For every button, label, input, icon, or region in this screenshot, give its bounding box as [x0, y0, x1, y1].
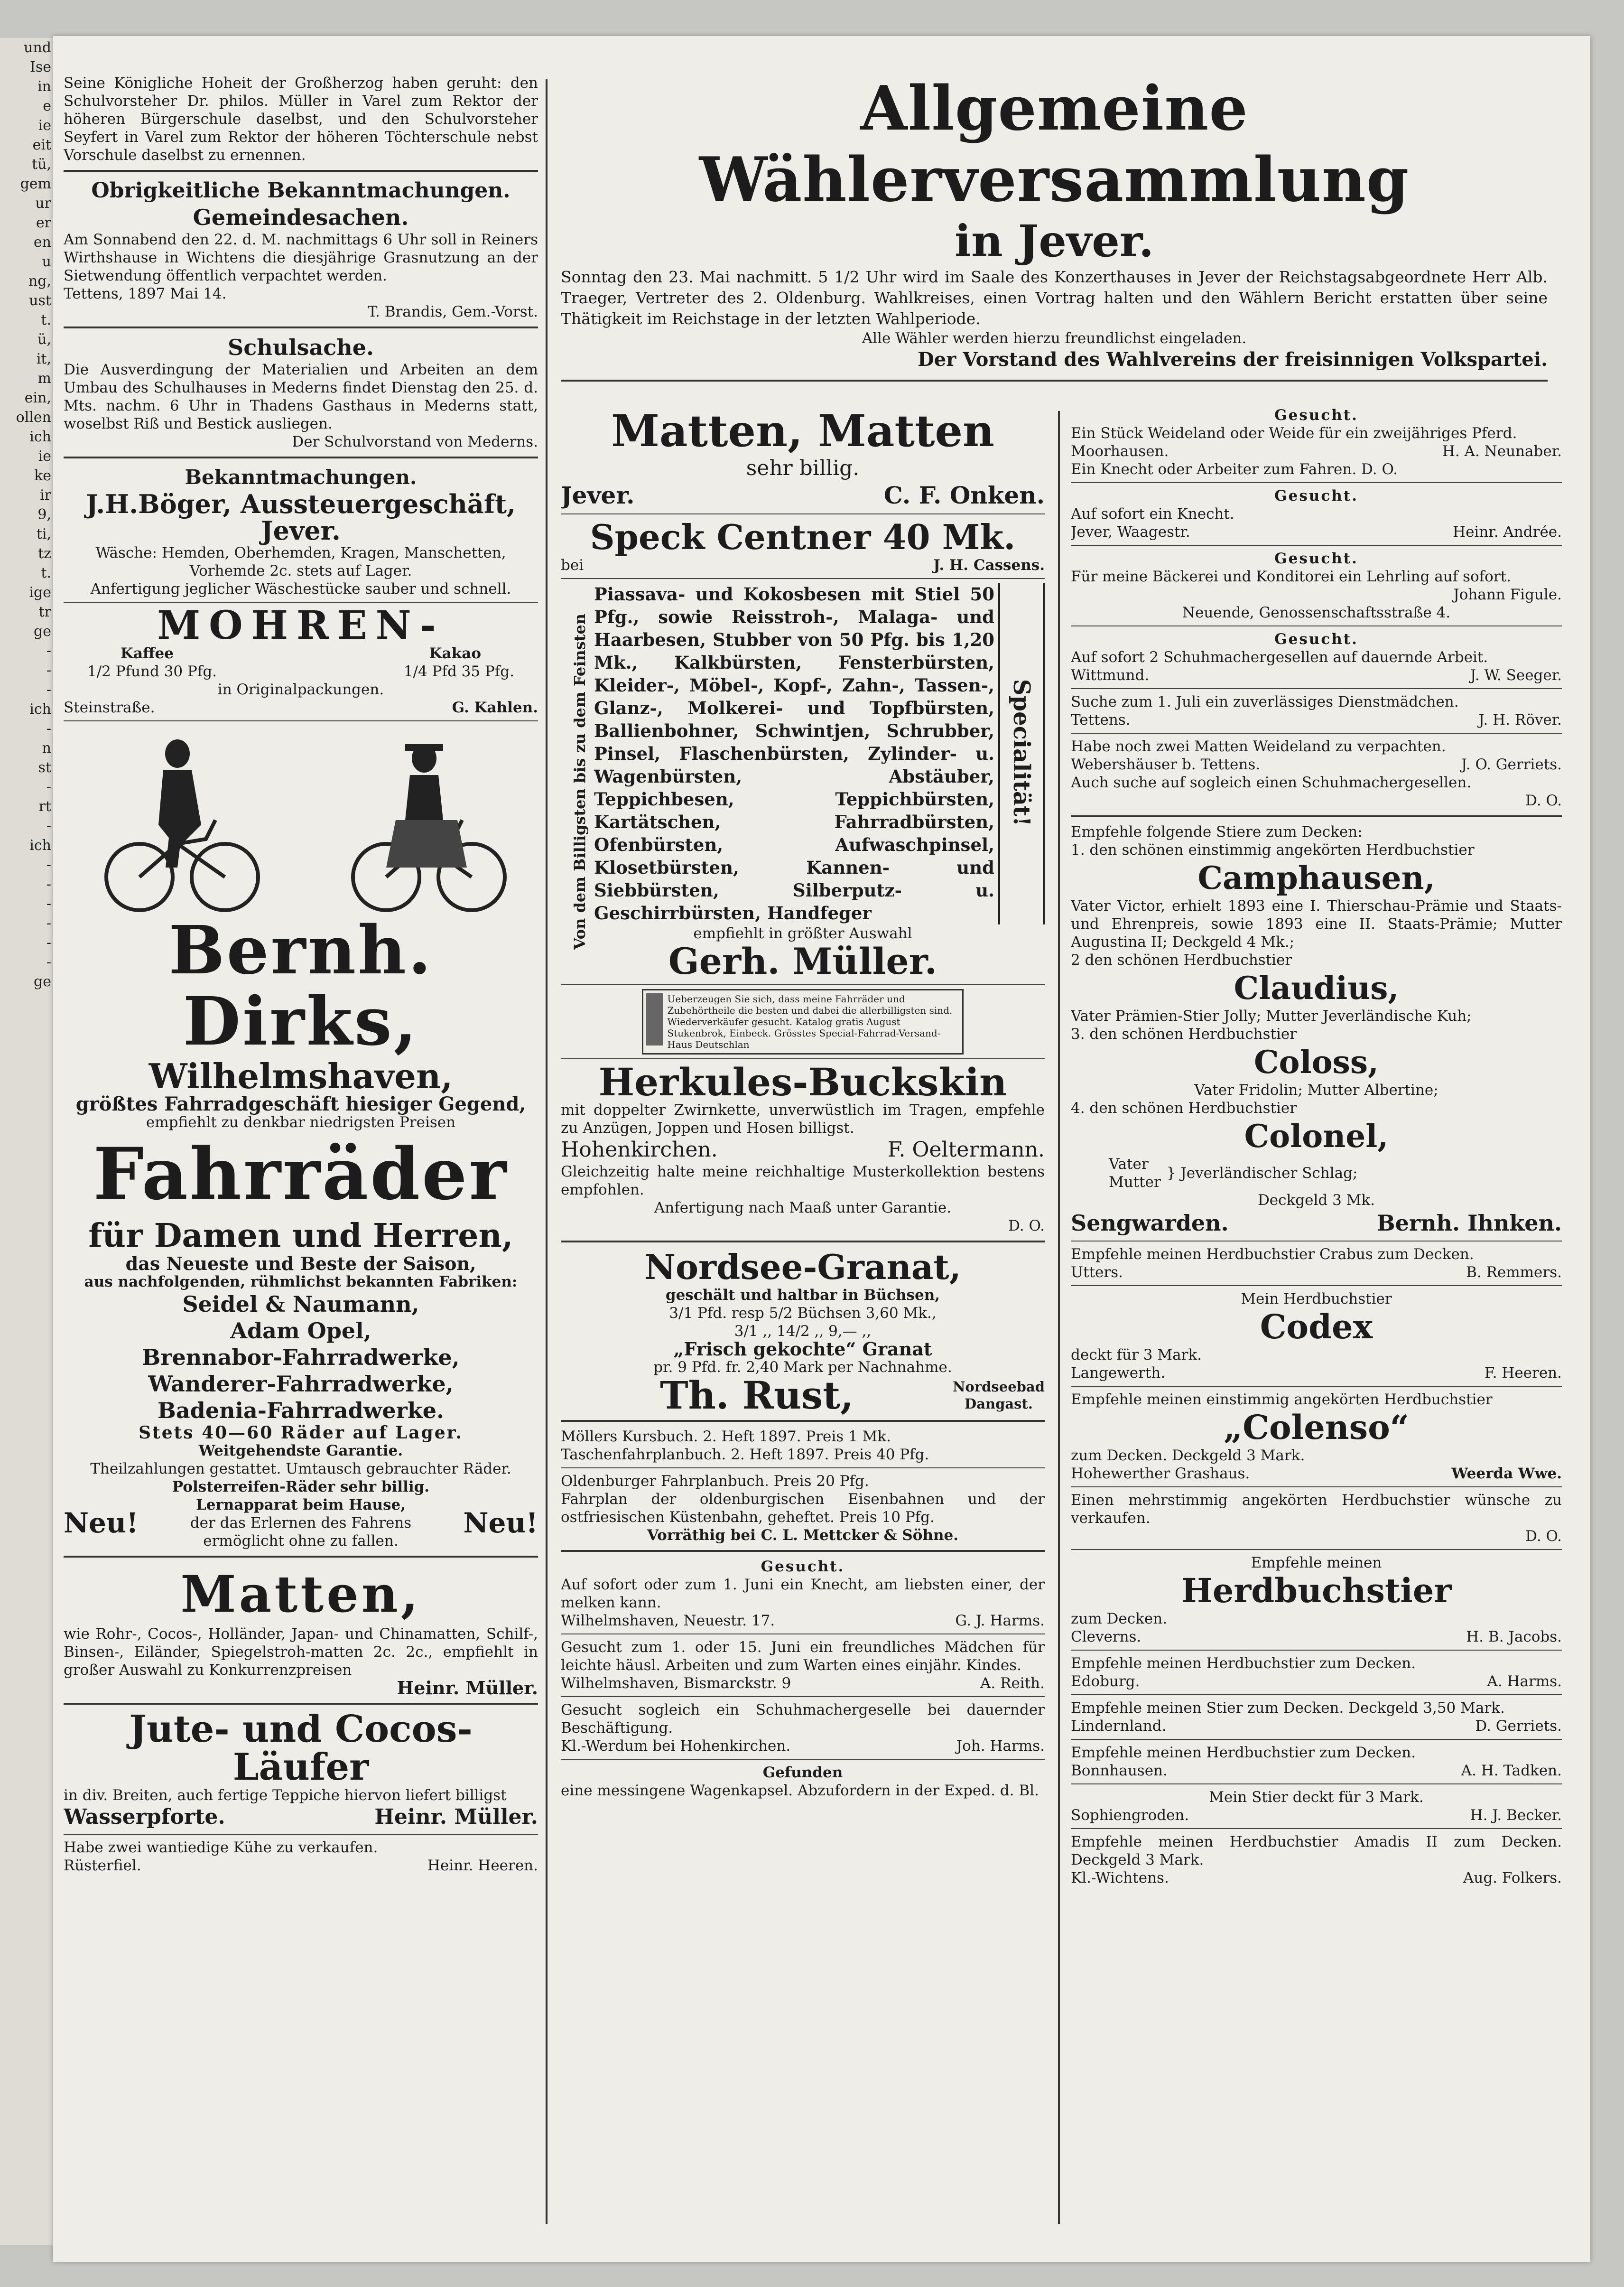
prev-page-line: -: [46, 896, 51, 912]
colenso-text: zum Decken. Deckgeld 3 Mark.: [1071, 1447, 1305, 1464]
kuehe-place: Rüsterfiel.: [64, 1857, 141, 1874]
prev-page-line: ti,: [36, 526, 51, 542]
prev-page-line: gem: [20, 176, 51, 192]
kakao-label: Kakao: [429, 645, 481, 662]
colonel-mutter: Mutter: [1109, 1174, 1161, 1191]
prev-page-line: ie: [38, 117, 51, 134]
c3-ad-3b: Neuende, Genossenschaftsstraße 4.: [1182, 604, 1451, 621]
colenso-place: Hohewerther Grashaus.: [1071, 1465, 1250, 1482]
prev-page-line: ie: [38, 448, 51, 465]
lernapparat-3: ermöglicht ohne zu fallen.: [203, 1532, 399, 1550]
prev-page-line: -: [46, 818, 51, 834]
column-1: [64, 74, 538, 1875]
brush-text: Piassava- und Kokosbesen mit Stiel 50 Pfg., sowie Reisstroh-, Malaga- und Haarbesen, Stubber von 50 Pfg. bis 1,20 Mk., Kalkbürsten, Fensterbürsten, Kleider-, Möbel-, Kopf-, Zahn-, Tassen-, Glanz-, Molkerei- und Topfbürsten, Ballienbohner, Schwintjen, Schrubber, Pinsel, Flaschenbürsten, Zylinder- u. Wagenbürsten, Abstäuber, Teppichbesen, Teppichbürsten, Kartätschen, Fahrradbürsten, Ofenbürsten, Aufwaschpinsel, Klosetbürsten, Kannen- und Siebbürsten, Silberputz- u. Geschirrbürsten, Handfeger: [594, 584, 994, 924]
newspaper-page: [53, 36, 1590, 2262]
matten-sign: Heinr. Müller.: [397, 1677, 538, 1699]
dirks-title: Bernh. Dirks,: [168, 912, 433, 1061]
prev-page-line: tr: [38, 604, 51, 620]
e3-text: Empfehle meinen Herdbuchstier zum Decken.: [1071, 1744, 1416, 1761]
prev-page-line: und: [24, 39, 51, 56]
boeger-title: J.H.Böger, Aussteuergeschäft, Jever.: [86, 489, 516, 546]
previous-page-edge: [0, 38, 58, 2245]
versammlung-title: Allgemeine Wählerversammlung: [699, 73, 1410, 215]
prev-page-line: t.: [41, 312, 51, 328]
c3-gesucht-3: Gesucht.: [1274, 550, 1358, 567]
onken-place: Jever.: [561, 481, 635, 509]
appointment-notice: Seine Königliche Hoheit der Großherzog haben geruht: den Schulvorsteher Dr. philos. Müller in Varel zum Rektor der höheren Bürgerschule daselbst, und den Schulvorsteher Seyfert in Varel zum Rektor der höheren Töchterschule nebst Vorschule daselbst zu ernennen.: [64, 75, 538, 164]
fahrraeder-damen: für Damen und Herren,: [88, 1217, 513, 1255]
prev-page-line: n: [42, 740, 51, 756]
announcements-heading: Bekanntmachungen.: [185, 466, 417, 489]
kaffee-label: Kaffee: [121, 645, 174, 662]
prev-page-line: ollen: [16, 409, 51, 426]
gerh-mueller: Gerh. Müller.: [668, 940, 937, 982]
e1-name: A. Harms.: [1487, 1673, 1562, 1690]
prev-page-line: ich: [29, 837, 51, 854]
prev-page-line: rt: [38, 798, 51, 815]
stier-3-intro: 3. den schönen Herdbuchstier: [1071, 1026, 1297, 1043]
prev-page-line: ige: [29, 584, 51, 601]
codex-title: Codex: [1260, 1307, 1373, 1346]
herkules-name: F. Oeltermann.: [887, 1138, 1045, 1162]
rust-name: Th. Rust,: [660, 1373, 854, 1418]
stukenbrok-text: Ueberzeugen Sie sich, dass meine Fahrräder und Zubehörtheile die besten und dabei die allerbilligsten sind. Wiederverkäufer gesucht. Katalog gratis August Stukenbrok, Einbeck. Grösstes Special-Fahrrad-Versand-Haus Deutschlan: [667, 993, 953, 1050]
lernapparat-1: Lernapparat beim Hause,: [195, 1496, 406, 1513]
fahrraeder-aus: aus nachfolgenden, rühmlichst bekannten Fabriken:: [84, 1273, 518, 1290]
prev-page-line: ü,: [37, 331, 51, 348]
e4-text: Mein Stier deckt für 3 Mark.: [1209, 1789, 1424, 1806]
einen-do: D. O.: [1525, 1528, 1562, 1545]
prev-page-line: -: [46, 681, 51, 698]
brush-vertical-left: Von dem Billigsten bis zu dem Feinsten: [571, 613, 589, 950]
boeger-waesche: Wäsche: Hemden, Oberhemden, Kragen, Manschetten, Vorhemde 2c. stets auf Lager.: [95, 544, 506, 579]
column-3: [1071, 406, 1562, 1887]
e4-place: Sophiengroden.: [1071, 1807, 1189, 1824]
mohren-title: MOHREN-: [157, 603, 445, 648]
crabus-text: Empfehle meinen Herdbuchstier Crabus zum Decken.: [1071, 1246, 1474, 1263]
prev-page-line: Ise: [30, 59, 51, 75]
c3-ad-5-name: J. H. Röver.: [1478, 711, 1562, 728]
prev-page-line: -: [46, 954, 51, 971]
onken-name: C. F. Onken.: [883, 481, 1045, 509]
prev-page-line: -: [46, 857, 51, 873]
stein-place: Steinstraße.: [64, 699, 155, 716]
versammlung-vorstand: Der Vorstand des Wahlvereins der freisinnigen Volkspartei.: [918, 348, 1548, 371]
stier-camphausen-text: Vater Victor, erhielt 1893 eine I. Thierschau-Prämie und Staats- und Ehrenpreis, sowie 1893 eine II. Staats-Prämie; Mutter Augustina II; Deckgeld 4 Mk.;: [1071, 897, 1562, 951]
prev-page-line: 9,: [37, 506, 51, 523]
gesucht-3: Gesucht sogleich ein Schuhmachergeselle bei dauernder Beschäftigung.: [561, 1701, 1045, 1736]
prev-page-line: ein,: [24, 390, 51, 406]
brush-vertical-right: Specialität!: [998, 583, 1045, 924]
matten-text: wie Rohr-, Cocos-, Holländer, Japan- und Chinamatten, Schilf-, Binsen-, Eiländer, Spiegelstroh-matten 2c. 2c., empfiehlt in großer Auswahl zu Konkurrenzpreisen: [64, 1625, 538, 1679]
crabus-name: B. Remmers.: [1466, 1264, 1562, 1281]
prev-page-line: eit: [32, 137, 51, 153]
oldenburger-fahrplan: Oldenburger Fahrplanbuch. Preis 20 Pfg.: [561, 1473, 869, 1490]
bicycle-box-icon: [646, 993, 663, 1045]
colenso-title: „Colenso“: [1223, 1408, 1410, 1447]
column-2: [561, 406, 1045, 1800]
c3-ad-1-place: Moorhausen.: [1071, 443, 1169, 460]
c3-ad-5-place: Tettens.: [1071, 711, 1131, 728]
c3-gesucht-4: Gesucht.: [1274, 631, 1358, 648]
rust-place-1: Nordseebad: [953, 1379, 1045, 1395]
prev-page-line: ng,: [28, 273, 51, 289]
granat-title: Nordsee-Granat,: [644, 1247, 961, 1287]
herdbuch-text: zum Decken.: [1071, 1610, 1168, 1627]
fabrik-1: Seidel & Naumann,: [182, 1291, 419, 1317]
dirks-groesstes: größtes Fahrradgeschäft hiesiger Gegend,: [75, 1093, 526, 1115]
e1-text: Empfehle meinen Herdbuchstier zum Decken.: [1071, 1655, 1416, 1672]
c3-ad-1b: Ein Knecht oder Arbeiter zum Fahren. D. O.: [1071, 461, 1398, 478]
c3-gesucht-2: Gesucht.: [1274, 487, 1358, 504]
e5-name: Aug. Folkers.: [1463, 1869, 1562, 1886]
prev-page-line: tü,: [32, 156, 51, 173]
prev-page-line: m: [37, 370, 51, 387]
gesucht-2-name: A. Reith.: [980, 1675, 1045, 1692]
kuehe-name: Heinr. Heeren.: [427, 1857, 538, 1874]
boeger-anfertigung: Anfertigung jeglicher Wäschestücke sauber und schnell.: [90, 580, 511, 597]
herdbuch-place: Cleverns.: [1071, 1628, 1141, 1645]
prev-page-line: ke: [34, 467, 51, 484]
stiere-intro: Empfehle folgende Stiere zum Decken:: [1071, 823, 1363, 840]
prev-page-line: -: [46, 779, 51, 795]
granat-pr9: pr. 9 Pfd. fr. 2,40 Mark per Nachnahme.: [653, 1359, 952, 1376]
prev-page-line: -: [46, 643, 51, 659]
c3-ad-6: Habe noch zwei Matten Weideland zu verpachten.: [1071, 738, 1446, 755]
prev-page-line: it,: [36, 351, 51, 367]
speck-title: Speck Centner 40 Mk.: [590, 517, 1016, 557]
colonel-vater: Vater: [1109, 1156, 1149, 1173]
prev-page-line: ich: [29, 701, 51, 718]
stukenbrok-ad: [642, 989, 964, 1055]
colenso-name: Weerda Wwe.: [1451, 1465, 1562, 1482]
gesucht-1-name: G. J. Harms.: [955, 1612, 1045, 1629]
herdbuch-title: Herdbuchstier: [1181, 1571, 1452, 1610]
prev-page-line: -: [46, 662, 51, 679]
speck-bei: bei: [561, 557, 584, 574]
c3-ad-6-place: Webershäuser b. Tettens.: [1071, 756, 1261, 773]
gefunden-text: eine messingene Wagenkapsel. Abzufordern in der Exped. d. Bl.: [561, 1782, 1039, 1799]
municipal-heading: Gemeindesachen.: [193, 205, 409, 230]
einen-text: Einen mehrstimmig angekörten Herdbuchstier wünsche zu verkaufen.: [1071, 1492, 1562, 1527]
column-divider: [1058, 411, 1060, 2224]
c3-ad-6c: D. O.: [1525, 792, 1562, 809]
gefunden-heading: Gefunden: [762, 1764, 843, 1781]
herkules-do: D. O.: [1008, 1217, 1045, 1234]
vorraethig: Vorräthig bei C. L. Mettcker & Söhne.: [647, 1527, 959, 1544]
wasser-place: Wasserpforte.: [64, 1805, 225, 1829]
colenso-pre: Empfehle meinen einstimmig angekörten Herdbuchstier: [1071, 1391, 1493, 1408]
granat-price-1: 3/1 Pfd. resp 5/2 Büchsen 3,60 Mk.,: [669, 1305, 937, 1322]
c3-ad-2-name: Heinr. Andrée.: [1453, 523, 1562, 541]
stier-camphausen: Camphausen,: [1197, 859, 1435, 896]
prev-page-line: ge: [34, 973, 51, 990]
stier-coloss: Coloss,: [1254, 1044, 1379, 1081]
c3-ad-1-name: H. A. Neunaber.: [1442, 443, 1562, 460]
school-sign: Der Schulvorstand von Mederns.: [292, 433, 538, 450]
prev-page-line: in: [37, 78, 51, 95]
c3-ad-6b: Auch suche auf sogleich einen Schuhmachergesellen.: [1071, 774, 1472, 791]
gesucht-3-place: Kl.-Werdum bei Hohenkirchen.: [561, 1737, 791, 1755]
c3-ad-4-name: J. W. Seeger.: [1470, 667, 1562, 684]
prev-page-line: ur: [35, 195, 51, 212]
fabrik-2: Adam Opel,: [230, 1318, 371, 1344]
prev-page-line: u: [42, 253, 51, 270]
gesucht-1: Auf sofort oder zum 1. Juni ein Knecht, am liebsten einer, der melken kann.: [561, 1576, 1045, 1611]
c3-ad-5: Suche zum 1. Juli ein zuverlässiges Dienstmädchen.: [1071, 693, 1459, 710]
rust-place-2: Dangast.: [965, 1396, 1033, 1412]
e3-place: Bonnhausen.: [1071, 1762, 1168, 1779]
colonel-schlag: } Jeverländischer Schlag;: [1166, 1165, 1358, 1182]
prev-page-line: ich: [29, 429, 51, 445]
kuehe-text: Habe zwei wantiedige Kühe zu verkaufen.: [64, 1839, 378, 1856]
prev-page-line: ge: [34, 623, 51, 640]
versammlung-alle: Alle Wähler werden hierzu freundlichst eingeladen.: [862, 330, 1247, 347]
herkules-title: Herkules-Buckskin: [598, 1060, 1007, 1104]
herkules-gleich: Gleichzeitig halte meine reichhaltige Musterkollektion bestens empfohlen.: [561, 1163, 1045, 1198]
prev-page-line: -: [46, 915, 51, 932]
dirks-city: Wilhelmshaven,: [148, 1056, 453, 1096]
herkules-anf: Anfertigung nach Maaß unter Garantie.: [654, 1199, 952, 1216]
e1-place: Edoburg.: [1071, 1673, 1140, 1690]
municipal-text: Am Sonnabend den 22. d. M. nachmittags 6 Uhr soll in Reiners Wirthshause in Wichtens die diesjährige Grasnutzung an der Sietwendung öffentlich verpachtet werden.: [64, 231, 538, 284]
taschenfahrplan: Taschenfahrplanbuch. 2. Heft 1897. Preis 40 Pfg.: [561, 1446, 929, 1463]
dirks-empfiehlt: empfiehlt zu denkbar niedrigsten Preisen: [146, 1114, 456, 1131]
bicycle-illustration: [64, 725, 538, 915]
e3-name: A. H. Tadken.: [1461, 1762, 1562, 1779]
herdbuch-pre: Empfehle meinen: [1251, 1554, 1382, 1571]
prev-page-line: e: [43, 98, 51, 114]
codex-place: Langewerth.: [1071, 1364, 1166, 1382]
c3-ad-2-place: Jever, Waagestr.: [1071, 523, 1190, 541]
e2-name: D. Gerriets.: [1475, 1718, 1562, 1735]
moeller-kursbuch: Möllers Kursbuch. 2. Heft 1897. Preis 1 Mk.: [561, 1428, 891, 1445]
neu-left: Neu!: [64, 1507, 139, 1539]
e2-text: Empfehle meinen Stier zum Decken. Deckgeld 3,50 Mark.: [1071, 1699, 1505, 1717]
garantie: Weitgehendste Garantie.: [198, 1442, 403, 1459]
lernapparat-2: der das Erlernen des Fahrens: [190, 1514, 412, 1531]
c3-ad-6-name: J. O. Gerriets.: [1461, 756, 1562, 773]
prev-page-line: ust: [29, 292, 51, 309]
gesucht-heading: Gesucht.: [761, 1558, 845, 1575]
colonel-deckgeld: Deckgeld 3 Mk.: [1257, 1192, 1375, 1209]
fahrraeder-neueste: das Neueste und Beste der Saison,: [125, 1253, 476, 1274]
c3-ad-3-name: Johann Figule.: [1453, 586, 1562, 603]
granat-price-2: 3/1 ,, 14/2 ,, 9,— ,,: [734, 1323, 872, 1340]
granat-gesch: geschält und haltbar in Büchsen,: [665, 1287, 940, 1304]
matten-onken-billig: sehr billig.: [746, 456, 860, 480]
stier-claudius-text: Vater Prämien-Stier Jolly; Mutter Jeverländische Kuh;: [1071, 1008, 1472, 1025]
kaffee-price: 1/2 Pfund 30 Pfg.: [87, 663, 217, 680]
speck-name: J. H. Cassens.: [933, 557, 1045, 574]
gesucht-2-place: Wilhelmshaven, Bismarckstr. 9: [561, 1675, 791, 1692]
prev-page-line: st: [38, 759, 51, 776]
stets-lager: Stets 40—60 Räder auf Lager.: [139, 1423, 463, 1443]
versammlung-place: in Jever.: [955, 215, 1154, 267]
prev-page-line: t.: [41, 565, 51, 581]
stier-2-intro: 2 den schönen Herdbuchstier: [1071, 952, 1292, 969]
gesucht-1-place: Wilhelmshaven, Neuestr. 17.: [561, 1612, 775, 1629]
crabus-place: Utters.: [1071, 1264, 1123, 1281]
e4-name: H. J. Becker.: [1470, 1807, 1562, 1824]
herkules-place: Hohenkirchen.: [561, 1138, 718, 1162]
stein-name: G. Kahlen.: [452, 699, 538, 716]
kakao-price: 1/4 Pfd 35 Pfg.: [403, 663, 514, 680]
column-divider: [546, 79, 548, 2224]
fabrik-5: Badenia-Fahrradwerke.: [157, 1398, 445, 1423]
school-heading: Schulsache.: [227, 335, 374, 360]
original-packs: in Originalpackungen.: [217, 681, 384, 698]
stier-colonel: Colonel,: [1244, 1118, 1389, 1155]
e5-place: Kl.-Wichtens.: [1071, 1869, 1169, 1886]
cyclists-icon: [64, 725, 538, 915]
gesucht-3-name: Joh. Harms.: [956, 1737, 1045, 1755]
stier-coloss-text: Vater Fridolin; Mutter Albertine;: [1194, 1082, 1438, 1099]
stier-claudius: Claudius,: [1234, 970, 1399, 1007]
codex-text: deckt für 3 Mark.: [1071, 1346, 1202, 1363]
prev-page-line: ir: [40, 487, 51, 504]
prev-page-line: er: [36, 215, 51, 231]
c3-ad-2: Auf sofort ein Knecht.: [1071, 505, 1234, 523]
matten-onken-title: Matten, Matten: [611, 406, 994, 457]
neu-right: Neu!: [463, 1507, 538, 1539]
codex-name: F. Heeren.: [1484, 1364, 1562, 1382]
herdbuch-name: H. B. Jacobs.: [1466, 1628, 1562, 1645]
sengwarden-name: Bernh. Ihnken.: [1376, 1210, 1562, 1236]
municipal-sign: T. Brandis, Gem.-Vorst.: [367, 303, 538, 320]
school-text: Die Ausverdingung der Materialien und Arbeiten an dem Umbau des Schulhauses in Mederns findet Dienstag den 25. d. Mts. nachm. 6 Uhr in Thadens Gasthaus in Mederns statt, woselbst Riß und Bestick ausliegen.: [64, 361, 538, 432]
granat-frisch: „Frisch gekochte“ Granat: [673, 1338, 932, 1360]
brush-empfiehlt: empfiehlt in größter Auswahl: [693, 925, 912, 942]
stier-4-intro: 4. den schönen Herdbuchstier: [1071, 1100, 1297, 1117]
c3-ad-4-place: Wittmund.: [1071, 667, 1150, 684]
gesucht-2: Gesucht zum 1. oder 15. Juni ein freundliches Mädchen für leichte häusl. Arbeiten und zum Warten eines einjähr. Kindes.: [561, 1639, 1045, 1674]
stier-1-intro: 1. den schönen einstimmig angekörten Herdbuchstier: [1071, 841, 1475, 859]
fahrraeder-title: Fahrräder: [93, 1132, 509, 1216]
c3-ad-4: Auf sofort 2 Schuhmachergesellen auf dauernde Arbeit.: [1071, 649, 1488, 666]
codex-pre: Mein Herdbuchstier: [1241, 1290, 1392, 1307]
municipal-date: Tettens, 1897 Mai 14.: [64, 285, 227, 302]
jute-text: in div. Breiten, auch fertige Teppiche hiervon liefert billigst: [64, 1787, 507, 1804]
e2-place: Lindernland.: [1071, 1718, 1167, 1735]
matten-title: Matten,: [180, 1564, 421, 1624]
c3-ad-3: Für meine Bäckerei und Konditorei ein Lehrling auf sofort.: [1071, 568, 1511, 585]
jute-title: Jute- und Cocos-Läufer: [129, 1708, 473, 1789]
official-notices-heading: Obrigkeitliche Bekanntmachungen.: [91, 178, 510, 203]
c3-ad-1: Ein Stück Weideland oder Weide für ein zweijähriges Pferd.: [1071, 425, 1517, 442]
polsterreifen: Polsterreifen-Räder sehr billig.: [172, 1478, 430, 1495]
prev-page-line: -: [46, 934, 51, 951]
theilzahlung: Theilzahlungen gestattet. Umtausch gebrauchter Räder.: [90, 1460, 511, 1477]
versammlung-text: Sonntag den 23. Mai nachmitt. 5 1/2 Uhr wird im Saale des Konzerthauses in Jever der Reichstagsabgeordnete Herr Alb. Traeger, Vertreter des 2. Oldenburg. Wahlkreises, einen Vortrag halten und den Wählern Bericht erstatten über seine Thätigkeit im Reichstage in der letzten Wahlperiode.: [561, 268, 1548, 328]
prev-page-line: en: [33, 234, 51, 251]
e5-text: Empfehle meinen Herdbuchstier Amadis II zum Decken. Deckgeld 3 Mark.: [1071, 1833, 1562, 1868]
fabrik-4: Wanderer-Fahrradwerke,: [148, 1371, 454, 1397]
c3-gesucht-1: Gesucht.: [1274, 407, 1358, 424]
wasser-name: Heinr. Müller.: [374, 1805, 538, 1829]
herkules-text: mit doppelter Zwirnkette, unverwüstlich im Tragen, empfehle zu Anzügen, Joppen und Hosen billigst.: [561, 1101, 1045, 1137]
fahrplan-text: Fahrplan der oldenburgischen Eisenbahnen und der ostfriesischen Küstenbahn, geheftet. Preis 10 Pfg.: [561, 1491, 1045, 1526]
prev-page-line: -: [46, 876, 51, 893]
fabrik-3: Brennabor-Fahrradwerke,: [142, 1344, 460, 1370]
column-2-header: [561, 73, 1548, 387]
sengwarden-place: Sengwarden.: [1071, 1210, 1229, 1236]
prev-page-line: tz: [38, 545, 51, 562]
prev-page-line: -: [46, 720, 51, 737]
